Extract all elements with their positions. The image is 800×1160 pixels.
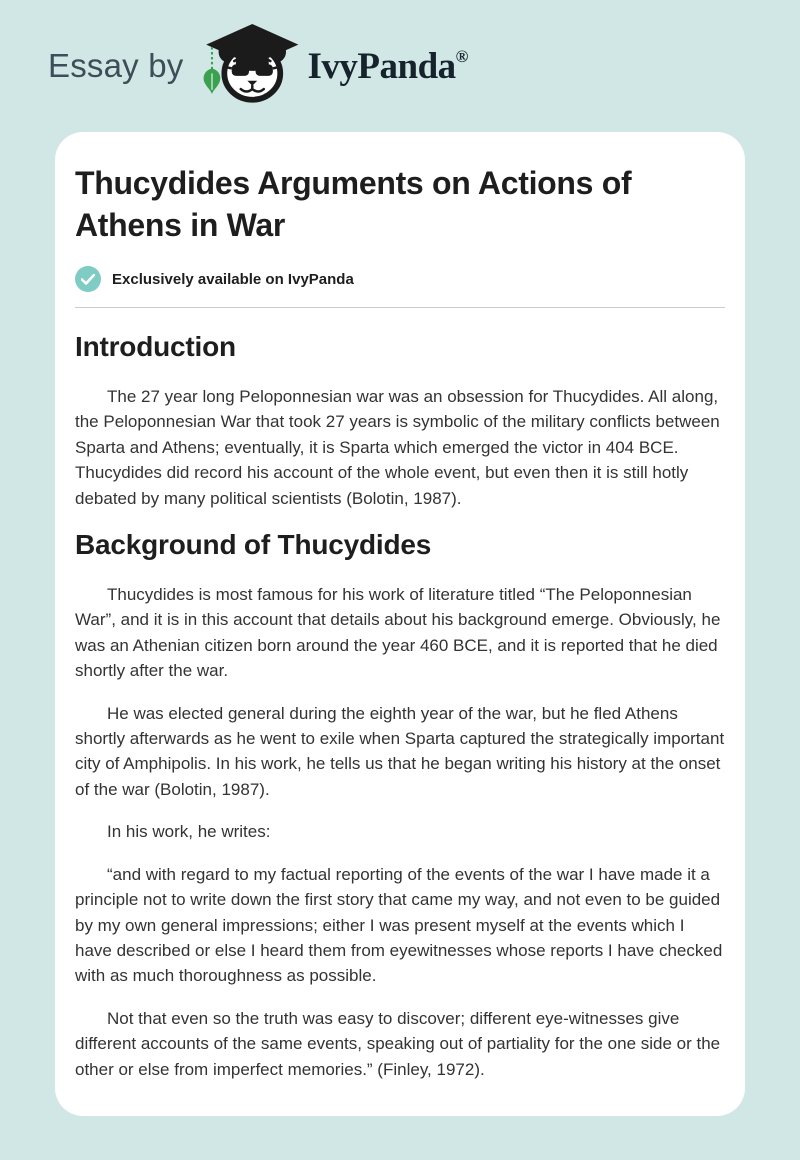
essay-by-label: Essay by <box>48 47 184 84</box>
exclusive-badge <box>75 266 725 292</box>
brand-wordmark <box>307 45 468 87</box>
registered-mark: ® <box>455 46 468 66</box>
paragraph: Not that even so the truth was easy to discover; different eye-witnesses give different accounts of the same events, speaking out of partiality for the one side or the other or else from imperfect memories.” (Finley, 1972). <box>75 1008 721 1079</box>
panda-logo-svg <box>198 21 300 111</box>
badge-label: Exclusively available on IvyPanda <box>112 270 354 288</box>
paragraph: Thucydides is most famous for his work of literature titled “The Peloponnesian War”, and it is in this account that details about his background emerge. Obviously, he was an Athenian citizen born around the year 460 BCE, and it is reported that he died shortly after the war. <box>75 585 721 681</box>
brand-header <box>0 0 800 132</box>
section-heading-introduction: Introduction <box>75 331 236 362</box>
check-icon <box>75 266 101 292</box>
brand-name: IvyPanda <box>307 45 456 87</box>
divider <box>75 307 725 308</box>
paragraph: He was elected general during the eighth year of the war, but he fled Athens shortly afterwards as he went to exile when Sparta captured the strategically important city of Amphipolis. In his work, he tells us that he began writing his history at the onset of the war (Bolotin, 1987). <box>75 703 725 799</box>
panda-graduate-logo-icon <box>198 21 300 111</box>
section-heading-background: Background of Thucydides <box>75 529 432 561</box>
paragraph: In his work, he writes: <box>107 822 271 842</box>
essay-title: Thucydides Arguments on Actions of Athens in War <box>75 165 632 243</box>
essay-card <box>55 132 745 1116</box>
paragraph: “and with regard to my factual reporting of the events of the war I have made it a principle not to write down the first story that came my way, and not even to be guided by my own general impressions; either I was present myself at the events which I have described or else I heard them from eyewitnesses whose reports I have checked with as much thoroughness as possible. <box>75 864 723 986</box>
paragraph: The 27 year long Peloponnesian war was an obsession for Thucydides. All along, the Peloponnesian War that took 27 years is symbolic of the military conflicts between Sparta and Athens; eventually, it is Sparta which emerged the victor in 404 BCE. Thucydides did record his account of the whole event, but even then it is still hotly debated by many political scientists (Bolotin, 1987). <box>75 387 720 508</box>
